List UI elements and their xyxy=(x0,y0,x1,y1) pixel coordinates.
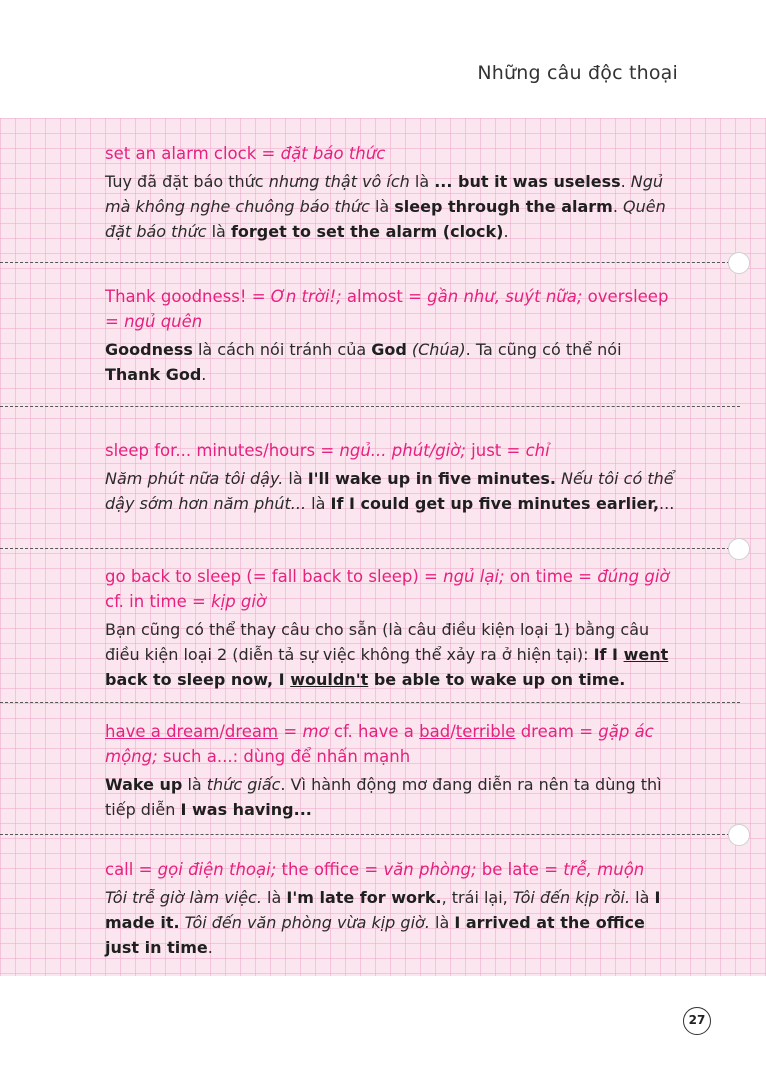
dashed-divider xyxy=(0,834,740,835)
vocab-heading: Thank goodness! = Ơn trời!; almost = gần như, suýt nữa; oversleep = ngủ quên xyxy=(105,287,669,331)
dashed-divider xyxy=(0,702,740,703)
dashed-divider xyxy=(0,548,740,549)
binder-hole xyxy=(728,252,750,274)
vocab-section-6 xyxy=(105,857,680,960)
explanation-text: Tôi trễ giờ làm việc. là I'm late for work., trái lại, Tôi đến kịp rồi. là I made it. Tôi đến văn phòng vừa kịp giờ. là I arrived at the office just in time. xyxy=(105,888,661,957)
vocab-heading: have a dream/dream = mơ cf. have a bad/terrible dream = gặp ác mộng; such a...: dùng để nhấn mạnh xyxy=(105,722,654,766)
dashed-divider xyxy=(0,406,740,407)
grid-paper-panel xyxy=(0,118,766,976)
vocab-section-3 xyxy=(105,438,680,516)
vocab-section-2 xyxy=(105,284,680,387)
explanation-text: Năm phút nữa tôi dậy. là I'll wake up in five minutes. Nếu tôi có thể dậy sớm hơn năm phút... là If I could get up five minutes earlier,... xyxy=(105,469,675,513)
vocab-heading: go back to sleep (= fall back to sleep) = ngủ lại; on time = đúng giờ cf. in time = kịp giờ xyxy=(105,567,670,611)
binder-hole xyxy=(728,824,750,846)
explanation-text: Goodness là cách nói tránh của God (Chúa). Ta cũng có thể nói Thank God. xyxy=(105,340,622,384)
vocab-heading: sleep for... minutes/hours = ngủ... phút/giờ; just = chỉ xyxy=(105,441,550,460)
vocab-heading: call = gọi điện thoại; the office = văn phòng; be late = trễ, muộn xyxy=(105,860,645,879)
page-header-title: Những câu độc thoại xyxy=(477,62,678,84)
vocab-section-5 xyxy=(105,719,680,822)
binder-hole xyxy=(728,538,750,560)
page-number: 27 xyxy=(683,1007,711,1035)
vocab-heading: set an alarm clock = đặt báo thức xyxy=(105,144,386,163)
explanation-text: Wake up là thức giấc. Vì hành động mơ đang diễn ra nên ta dùng thì tiếp diễn I was having... xyxy=(105,775,662,819)
explanation-text: Tuy đã đặt báo thức nhưng thật vô ích là ... but it was useless. Ngủ mà không nghe chuông báo thức là sleep through the alarm. Quên đặt báo thức là forget to set the alarm (clock). xyxy=(105,172,666,241)
vocab-section-1 xyxy=(105,141,680,244)
vocab-section-4 xyxy=(105,564,680,692)
dashed-divider xyxy=(0,262,740,263)
explanation-text: Bạn cũng có thể thay câu cho sẵn (là câu điều kiện loại 1) bằng câu điều kiện loại 2 (diễn tả sự việc không thể xảy ra ở hiện tại): If I went back to sleep now, I wouldn't be able to wake up on time. xyxy=(105,620,669,689)
